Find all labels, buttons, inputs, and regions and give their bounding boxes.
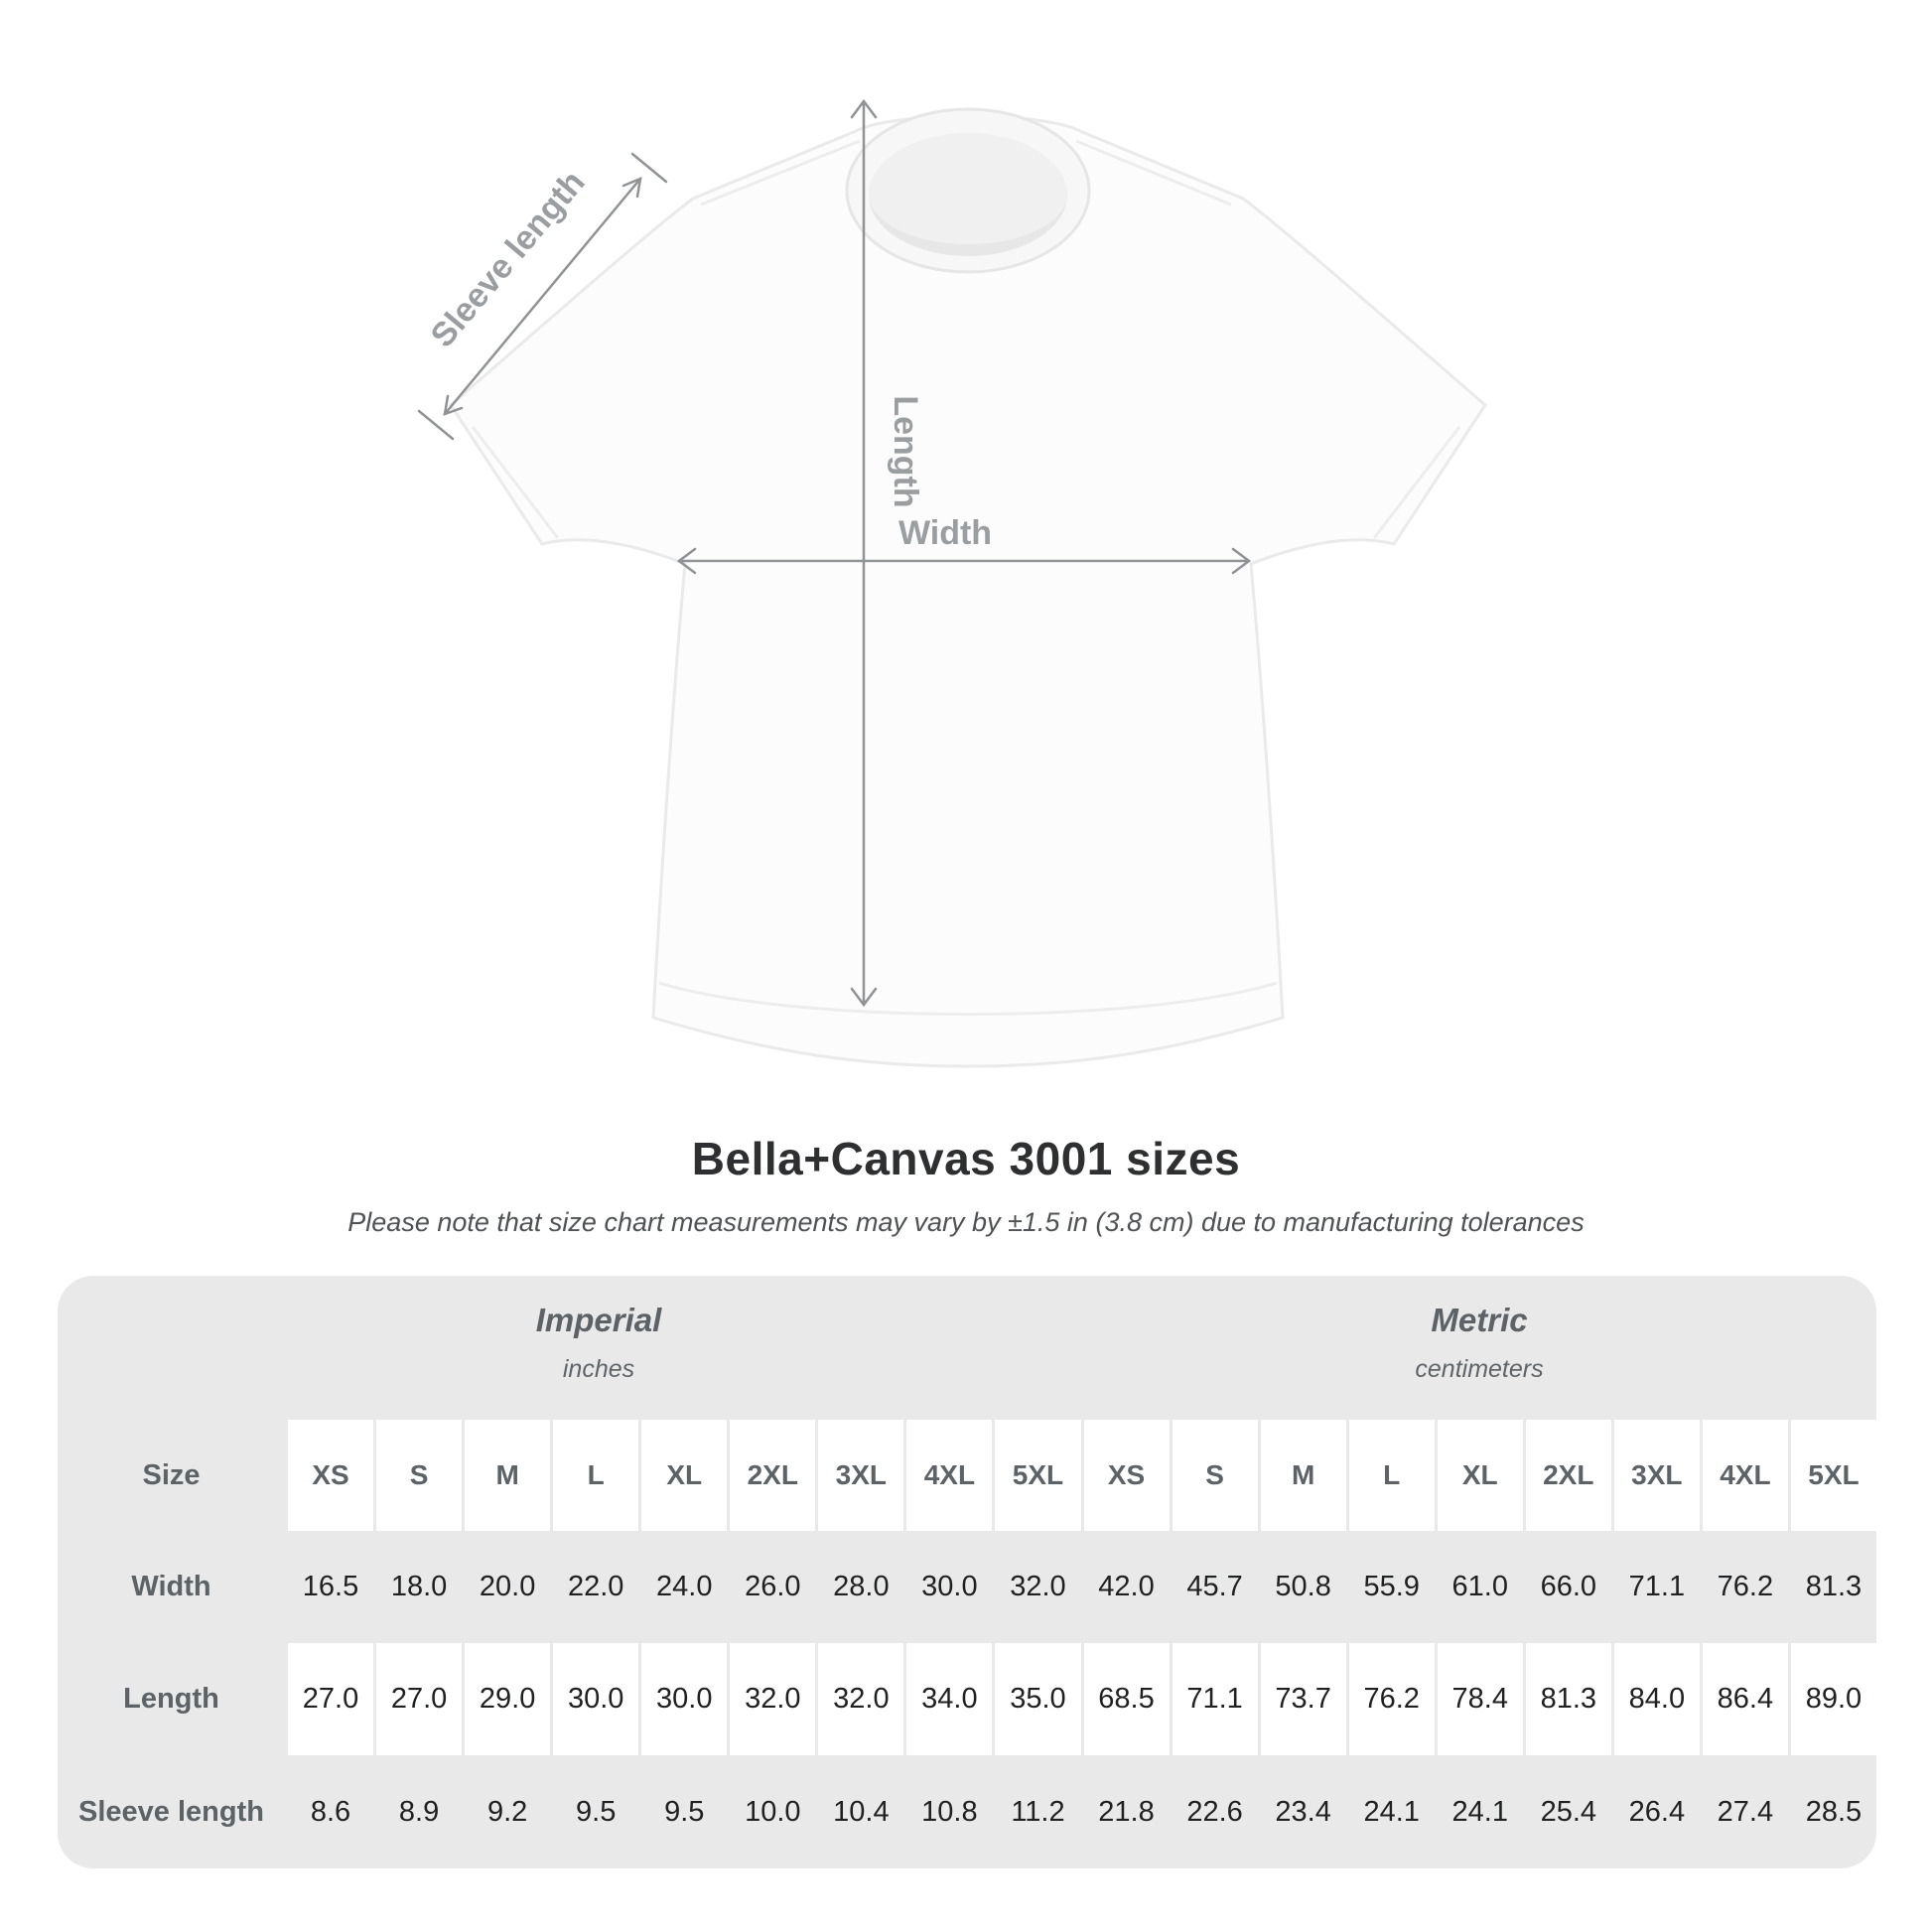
size-header-metric: XL [1438, 1420, 1523, 1531]
value-cell-metric: 76.2 [1717, 1571, 1774, 1602]
metric-title: Metric [1431, 1302, 1528, 1338]
heading-block [0, 1132, 1932, 1238]
size-header-metric: S [1173, 1420, 1258, 1531]
size-header-metric: XS [1084, 1420, 1170, 1531]
size-header-imperial: 5XL [995, 1420, 1080, 1531]
value-cell-metric: 61.0 [1451, 1571, 1508, 1602]
value-cell-metric: 24.1 [1363, 1795, 1420, 1828]
value-cell-metric: 50.8 [1275, 1571, 1331, 1602]
value-cell-metric: 21.8 [1098, 1795, 1155, 1828]
value-cell-imperial: 24.0 [656, 1571, 713, 1602]
metric-header [1082, 1302, 1876, 1384]
value-cell-metric: 27.4 [1717, 1795, 1774, 1828]
imperial-title: Imperial [535, 1302, 662, 1338]
value-cell-metric: 81.3 [1526, 1643, 1611, 1755]
unit-header-band [58, 1276, 1876, 1420]
size-header-imperial: XL [641, 1420, 727, 1531]
value-cell-imperial: 27.0 [288, 1643, 373, 1755]
value-cell-metric: 23.4 [1275, 1795, 1331, 1828]
size-table [58, 1276, 1876, 1868]
size-header-imperial: 3XL [818, 1420, 903, 1531]
value-cell-imperial: 9.5 [664, 1795, 705, 1828]
value-cell-imperial: 8.6 [310, 1795, 351, 1828]
value-cell-imperial: 34.0 [906, 1643, 992, 1755]
value-cell-metric: 66.0 [1540, 1571, 1597, 1602]
value-cell-metric: 71.1 [1628, 1571, 1686, 1602]
value-cell-imperial: 32.0 [1010, 1571, 1066, 1602]
value-cell-imperial: 9.2 [486, 1795, 528, 1828]
tshirt-collar [847, 109, 1089, 272]
size-header-metric: 4XL [1703, 1420, 1788, 1531]
size-column-header: Size [142, 1458, 201, 1491]
size-header-imperial: 4XL [906, 1420, 992, 1531]
value-cell-metric: 68.5 [1084, 1643, 1170, 1755]
value-cell-imperial: 22.0 [567, 1571, 624, 1602]
size-header-metric: M [1261, 1420, 1346, 1531]
size-header-imperial: L [553, 1420, 638, 1531]
row-label: Width [131, 1571, 211, 1602]
value-cell-imperial: 32.0 [730, 1643, 815, 1755]
size-header-imperial: XS [288, 1420, 373, 1531]
tolerance-note: Please note that size chart measurements may vary by ±1.5 in (3.8 cm) due to manufacturing tolerances [347, 1207, 1585, 1237]
size-header-imperial: S [376, 1420, 462, 1531]
value-cell-imperial: 10.4 [833, 1795, 890, 1828]
value-cell-metric: 76.2 [1349, 1643, 1435, 1755]
value-cell-imperial: 32.0 [818, 1643, 903, 1755]
value-cell-metric: 28.5 [1805, 1795, 1863, 1828]
value-cell-metric: 24.1 [1451, 1795, 1508, 1828]
value-cell-imperial: 27.0 [376, 1643, 462, 1755]
page-title: Bella+Canvas 3001 sizes [691, 1133, 1241, 1184]
size-header-metric: 3XL [1614, 1420, 1700, 1531]
value-cell-metric: 25.4 [1540, 1795, 1597, 1828]
value-cell-imperial: 30.0 [553, 1643, 638, 1755]
value-cell-imperial: 16.5 [302, 1571, 359, 1602]
value-cell-imperial: 30.0 [641, 1643, 727, 1755]
value-cell-imperial: 10.0 [745, 1795, 801, 1828]
value-cell-metric: 81.3 [1805, 1571, 1863, 1602]
row-label: Length [123, 1683, 219, 1715]
imperial-unit: inches [562, 1355, 635, 1383]
value-cell-metric: 89.0 [1791, 1643, 1876, 1755]
length-label: Length [887, 395, 924, 508]
value-cell-imperial: 29.0 [465, 1643, 550, 1755]
row-label: Sleeve length [78, 1795, 264, 1828]
value-cell-metric: 86.4 [1703, 1643, 1788, 1755]
value-cell-metric: 78.4 [1438, 1643, 1523, 1755]
value-cell-imperial: 18.0 [390, 1571, 448, 1602]
value-cell-metric: 22.6 [1186, 1795, 1243, 1828]
value-cell-imperial: 30.0 [921, 1571, 978, 1602]
value-cell-metric: 26.4 [1628, 1795, 1686, 1828]
value-cell-metric: 45.7 [1186, 1571, 1243, 1602]
value-cell-metric: 84.0 [1614, 1643, 1700, 1755]
value-cell-imperial: 10.8 [921, 1795, 978, 1828]
tshirt-illustration [451, 109, 1485, 1066]
value-cell-imperial: 9.5 [576, 1795, 617, 1828]
size-header-metric: 2XL [1526, 1420, 1611, 1531]
imperial-header [58, 1302, 1140, 1384]
size-header-imperial: 2XL [730, 1420, 815, 1531]
value-cell-imperial: 11.2 [1011, 1795, 1065, 1828]
value-cell-metric: 42.0 [1098, 1571, 1155, 1602]
size-grid [58, 1420, 1876, 1868]
size-header-metric: L [1349, 1420, 1435, 1531]
value-cell-imperial: 8.9 [398, 1795, 440, 1828]
value-cell-imperial: 20.0 [479, 1571, 536, 1602]
sleeve-length-label: Sleeve length [423, 163, 593, 355]
value-cell-metric: 55.9 [1363, 1571, 1420, 1602]
size-header-imperial: M [465, 1420, 550, 1531]
value-cell-imperial: 35.0 [995, 1643, 1080, 1755]
value-cell-metric: 73.7 [1261, 1643, 1346, 1755]
size-header-metric: 5XL [1791, 1420, 1876, 1531]
metric-unit: centimeters [1415, 1355, 1544, 1383]
width-label: Width [897, 514, 993, 552]
value-cell-metric: 71.1 [1173, 1643, 1258, 1755]
value-cell-imperial: 26.0 [745, 1571, 801, 1602]
value-cell-imperial: 28.0 [833, 1571, 890, 1602]
